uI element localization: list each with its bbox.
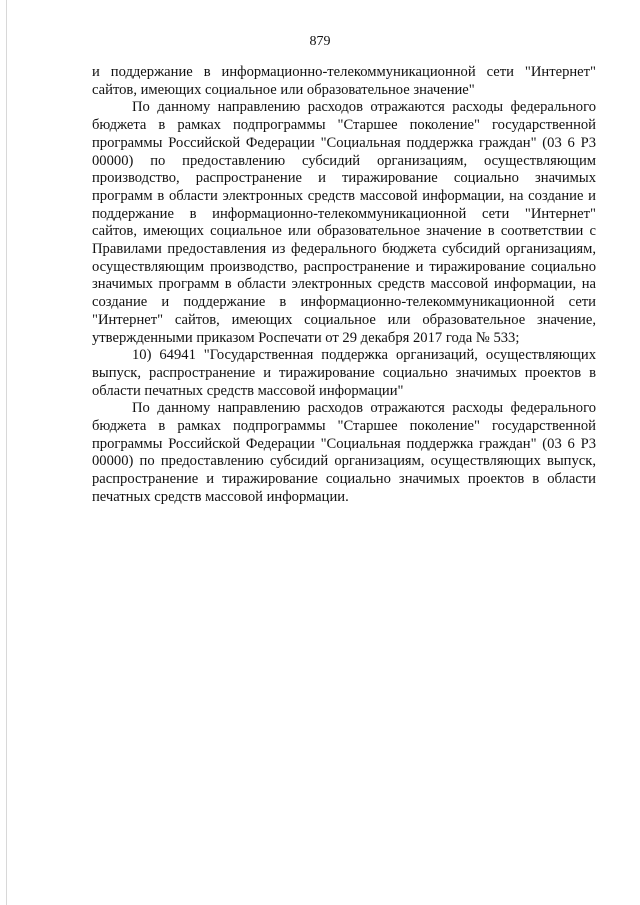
paragraph-expense-description-2: По данному направлению расходов отражаются расходы федерального бюджета в рамках подпрограммы "Старшее поколение" государственной программы Российской Федерации "Социальная поддержка граждан" (03 6 Р3 00000) по предоставлению субсидий организациям, осуществляющих выпуск, распространение и тиражирование социально значимых проектов в области печатных средств массовой информации.	[92, 400, 596, 505]
page-edge-line	[6, 0, 7, 905]
paragraph-expense-description: По данному направлению расходов отражаются расходы федерального бюджета в рамках подпрограммы "Старшее поколение" государственной программы Российской Федерации "Социальная поддержка граждан" (03 6 Р3 00000) по предоставлению субсидий организациям, осуществляющим производство, распространение и тиражирование социально значимых программ в области электронных средств массовой информации, на создание и поддержание в информационно-телекоммуникационной сети "Интернет" сайтов, имеющих социальное или образовательное значение в соответствии с Правилами предоставления из федерального бюджета субсидий организациям, осуществляющим производство, распространение и тиражирование социально значимых программ в области электронных средств массовой информации, на создание и поддержание в информационно-телекоммуникационной сети "Интернет" сайтов, имеющих социальное или образовательное значение, утвержденными приказом Роспечати от 29 декабря 2017 года № 533;	[92, 99, 596, 346]
page-number: 879	[309, 34, 331, 49]
document-body	[92, 64, 596, 507]
paragraph-continuation: и поддержание в информационно-телекоммуникационной сети "Интернет" сайтов, имеющих социальное или образовательное значение"	[92, 64, 596, 98]
paragraph-item-64941: 10) 64941 "Государственная поддержка организаций, осуществляющих выпуск, распространение и тиражирование социально значимых проектов в области печатных средств массовой информации"	[92, 347, 596, 399]
